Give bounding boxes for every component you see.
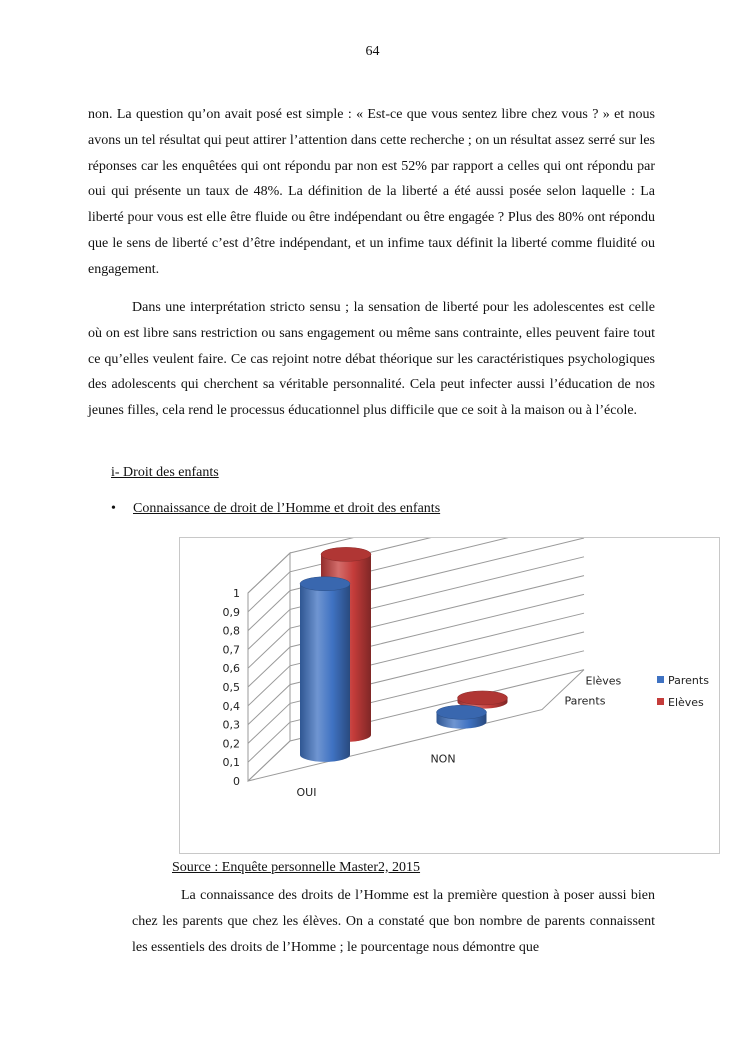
gridline xyxy=(248,557,584,668)
x-category-label: OUI xyxy=(296,785,317,799)
paragraph-1: non. La question qu’on avait posé est simple : « Est-ce que vous sentez libre chez vous ? » et nous avons un tel résultat qui peut attirer l’attention dans cette recherche ; on un résultat assez serré sur les réponses car les enquêtées qui ont répondu par non est 52% par rapport a celles qui ont répondu par oui qui présente un taux de 48%. La définition de la liberté a été aussi posée selon laquelle : La liberté pour vous est elle être fluide ou être indépendant ou être engagée ? Plus des 80% ont répondu que le sens de liberté c’est d’être indépendant, et un infime taux définit la liberté comme fluidité ou engagement. xyxy=(88,107,655,277)
paragraph-2: Dans une interprétation stricto sensu ; la sensation de liberté pour les adolescentes est celle où on est libre sans restriction ou sans engagement ou même sans contrainte, elles peuvent faire tout ce qu’elles veulent faire. Ce cas rejoint notre débat théorique sur les caractéristiques psychologiques des adolescents qui cherchent sa véritable personnalité. Cela peut infecter aussi l’éducation de nos jeunes filles, cela rend le processus éducationnel plus difficile que ce soit à la maison ou à l’école. xyxy=(88,300,655,419)
y-tick-label: 0,9 xyxy=(222,605,240,619)
depth-axis-label: Elèves xyxy=(585,674,622,688)
y-tick-label: 0,2 xyxy=(222,737,240,751)
y-tick-label: 0,6 xyxy=(222,662,240,676)
bar-parents-non xyxy=(437,705,487,728)
legend-swatch xyxy=(657,698,664,705)
y-tick-label: 0,8 xyxy=(222,624,240,638)
gridline xyxy=(248,538,584,593)
y-tick-label: 1 xyxy=(233,587,240,600)
bullet-label: Connaissance de droit de l’Homme et droit des enfants xyxy=(133,501,441,516)
legend-label: Parents xyxy=(668,674,709,687)
gridline xyxy=(248,632,584,743)
gridline xyxy=(248,670,584,781)
gridline xyxy=(248,613,584,724)
chart-3d-bar xyxy=(180,538,719,853)
bullet-item xyxy=(111,501,440,517)
paragraph-3: La connaissance des droits de l’Homme est la première question à poser aussi bien chez les parents que chez les élèves. On a constaté que bon nombre de parents connaissent les essentiels des droits de l’Homme ; le pourcentage nous démontre que xyxy=(132,888,655,955)
section-heading: i- Droit des enfants xyxy=(111,465,219,480)
chart-source: Source : Enquête personnelle Master2, 2015 xyxy=(172,860,421,875)
legend-swatch xyxy=(657,676,664,683)
bullet-icon: • xyxy=(111,501,116,516)
gridline xyxy=(248,594,584,705)
y-tick-label: 0,1 xyxy=(222,756,240,770)
gridline xyxy=(248,576,584,687)
gridline xyxy=(248,538,584,649)
y-tick-label: 0,7 xyxy=(222,643,240,657)
y-tick-label: 0,3 xyxy=(222,718,240,732)
gridline xyxy=(248,538,584,612)
x-category-label: NON xyxy=(430,752,456,766)
y-tick-label: 0,5 xyxy=(222,681,240,694)
gridline xyxy=(248,651,584,762)
chart-frame xyxy=(179,537,720,854)
y-tick-label: 0,4 xyxy=(222,699,240,713)
bar-parents-oui xyxy=(300,577,350,762)
legend-label: Elèves xyxy=(668,696,704,709)
chart-floor xyxy=(248,670,584,781)
page-number: 64 xyxy=(365,44,380,59)
y-tick-label: 0 xyxy=(233,775,240,788)
depth-axis-label: Parents xyxy=(564,694,606,708)
